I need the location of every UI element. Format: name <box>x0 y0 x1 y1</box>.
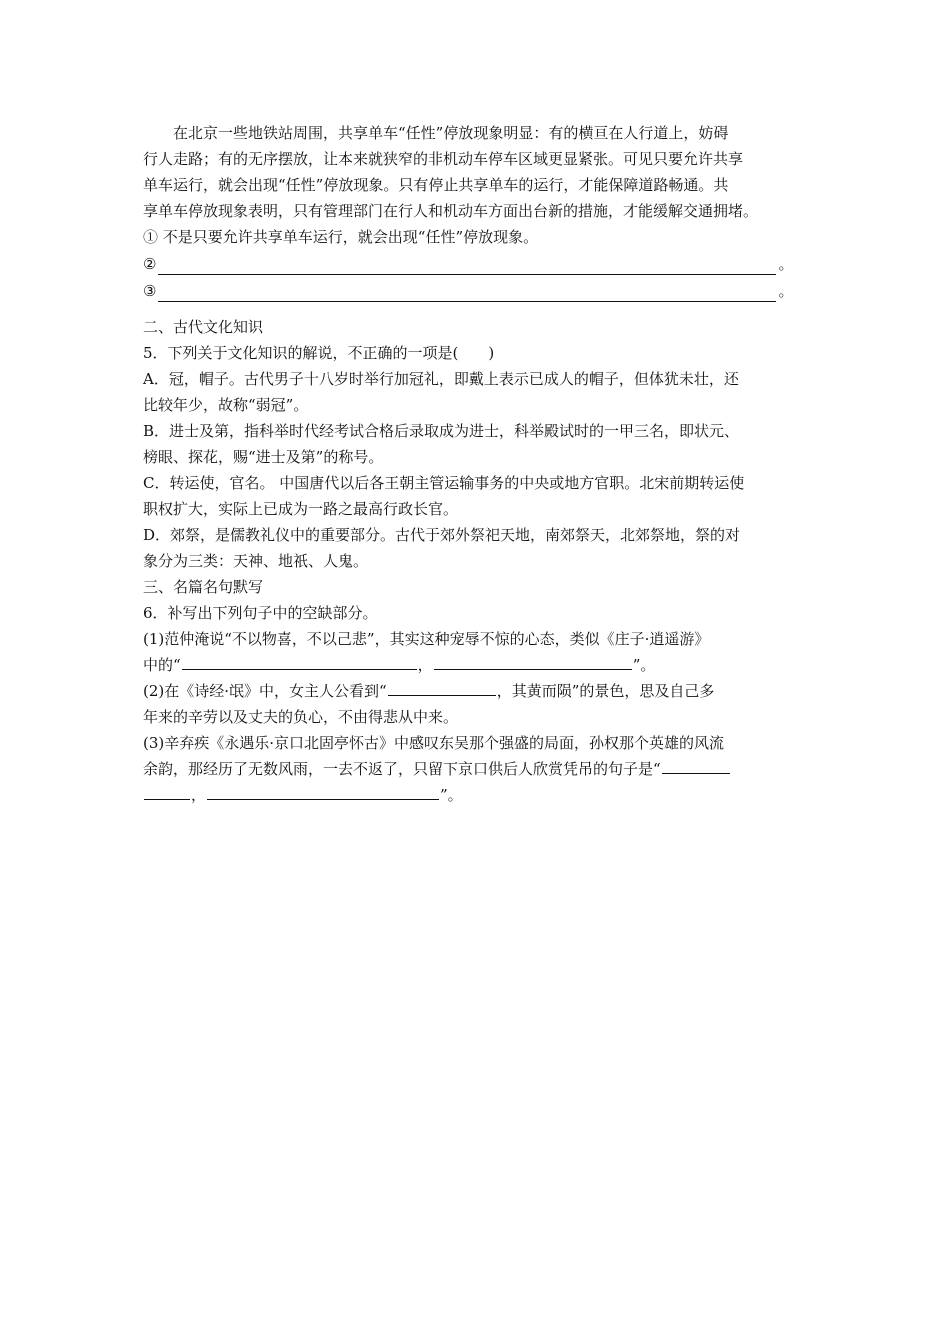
sentence-3-blank-1b[interactable] <box>144 785 190 800</box>
section-3-heading: 三、名篇名句默写 <box>143 578 264 596</box>
sentence-2-line-1 <box>143 680 823 702</box>
option-c-line-1: C．转运使，官名。 中国唐代以后各王朝主管运输事务的中央或地方官职。北宋前期转运使 <box>143 474 745 492</box>
sentence-1-comma: ， <box>417 656 433 674</box>
passage-line-3: 单车运行，就会出现“任性”停放现象。只有停止共享单车的运行，才能保障道路畅通。共 <box>143 176 729 194</box>
sentence-2-suffix: ，其黄而陨”的景色，思及自己多 <box>496 682 715 700</box>
answer-2-period: 。 <box>778 255 794 273</box>
sentence-1-line-2 <box>143 654 823 676</box>
sentence-3-comma: ， <box>191 786 207 804</box>
option-b-line-1: B．进士及第，指科举时代经考试合格后录取成为进士，科举殿试时的一甲三名，即状元、 <box>143 422 740 440</box>
answer-2-row <box>143 253 823 275</box>
option-d-line-2: 象分为三类：天神、地祇、人鬼。 <box>143 552 369 570</box>
answer-3-number: ③ <box>143 282 157 300</box>
option-b-line-2: 榜眼、探花，赐“进士及第”的称号。 <box>143 448 384 466</box>
section-2-heading: 二、古代文化知识 <box>143 318 264 336</box>
question-6: 6．补写出下列句子中的空缺部分。 <box>143 604 378 622</box>
passage-line-1: 在北京一些地铁站周围，共享单车“任性”停放现象明显：有的横亘在人行道上，妨碍 <box>173 124 729 142</box>
sentence-3-line-2 <box>143 758 823 780</box>
sentence-2-line-2: 年来的辛劳以及丈夫的负心，不由得悲从中来。 <box>143 708 459 726</box>
option-a-line-1: A．冠，帽子。古代男子十八岁时举行加冠礼，即戴上表示已成人的帽子，但体犹未壮，还 <box>143 370 739 388</box>
sentence-1-blank-1[interactable] <box>182 655 417 670</box>
answer-3-row <box>143 280 823 302</box>
sentence-3-blank-2[interactable] <box>207 785 439 800</box>
sentence-3-line-1: (3)辛弃疾《永遇乐·京口北固亭怀古》中感叹东吴那个强盛的局面，孙权那个英雄的风流 <box>143 734 725 752</box>
sentence-1-blank-2[interactable] <box>434 655 632 670</box>
answer-3-blank[interactable] <box>158 285 776 302</box>
question-5: 5．下列关于文化知识的解说，不正确的一项是( ) <box>143 344 495 362</box>
passage-line-4: 享单车停放现象表明，只有管理部门在行人和机动车方面出台新的措施，才能缓解交通拥堵。 <box>143 202 759 220</box>
sentence-3-prefix: 余韵，那经历了无数风雨，一去不返了，只留下京口供后人欣赏凭吊的句子是“ <box>143 760 661 778</box>
sentence-3-line-3 <box>143 784 823 806</box>
sentence-1-line-1: (1)范仲淹说“不以物喜，不以己悲”，其实这种宠辱不惊的心态，类似《庄子·逍遥游》 <box>143 630 710 648</box>
option-a-line-2: 比较年少，故称“弱冠”。 <box>143 396 309 414</box>
sentence-3-end: ”。 <box>440 786 463 804</box>
sentence-3-blank-1a[interactable] <box>662 759 730 774</box>
option-c-line-2: 职权扩大，实际上已成为一路之最高行政长官。 <box>143 500 459 518</box>
sentence-1-end: ”。 <box>632 656 656 674</box>
option-d-line-1: D．郊祭，是儒教礼仪中的重要部分。古代于郊外祭祀天地，南郊祭天，北郊祭地，祭的对 <box>143 526 741 544</box>
answer-2-number: ② <box>143 255 157 273</box>
sentence-2-prefix: (2)在《诗经·氓》中，女主人公看到“ <box>143 682 387 700</box>
sentence-1-prefix: 中的“ <box>143 656 181 674</box>
answer-2-blank[interactable] <box>158 258 776 275</box>
answer-1: ① 不是只要允许共享单车运行，就会出现“任性”停放现象。 <box>143 228 539 246</box>
sentence-2-blank[interactable] <box>388 681 496 696</box>
passage-line-2: 行人走路；有的无序摆放，让本来就狭窄的非机动车停车区域更显紧张。可见只要允许共享 <box>143 150 744 168</box>
answer-3-period: 。 <box>778 282 794 300</box>
